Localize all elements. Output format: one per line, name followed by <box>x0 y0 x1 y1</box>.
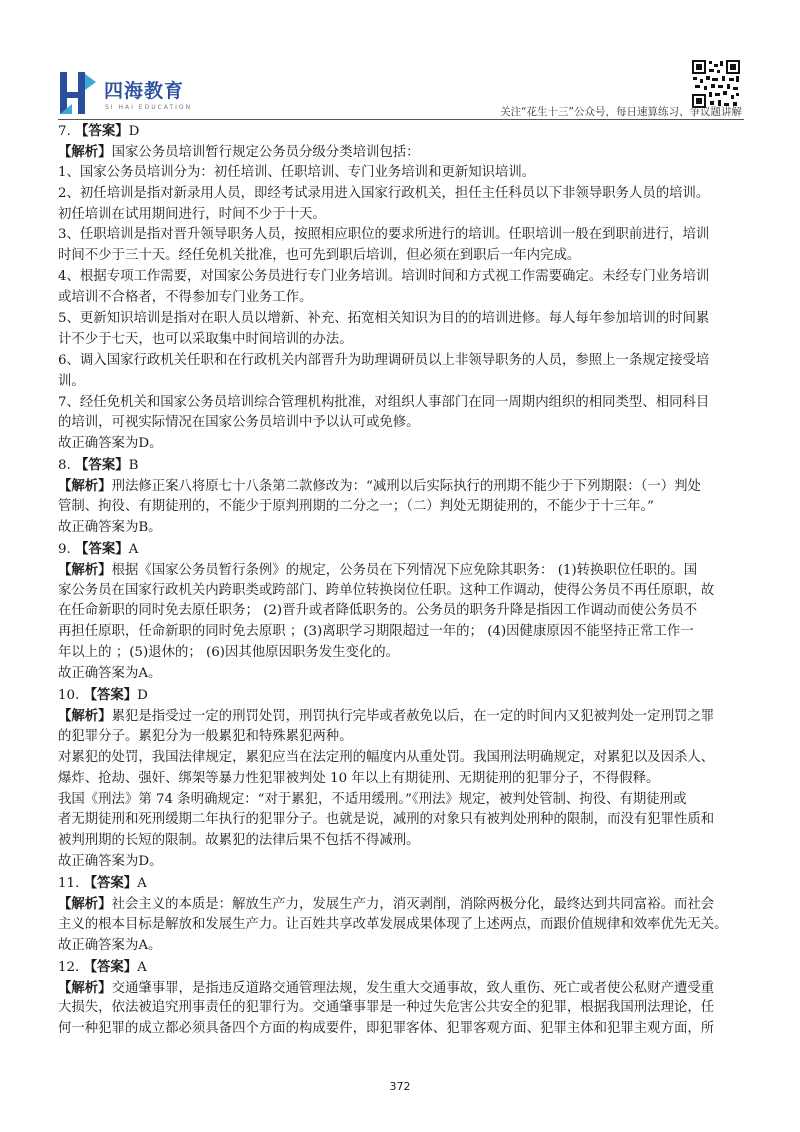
answer-label: 【答案】 <box>75 457 129 474</box>
text-line <box>58 372 750 393</box>
text-line <box>58 978 750 999</box>
line-text: D <box>128 124 140 139</box>
text-line <box>58 560 750 581</box>
text-line <box>58 936 750 957</box>
line-text: 计不少于七天，也可以采取集中时间培训的办法。 <box>58 331 353 347</box>
line-text: 交通肇事罪，是指违反道路交通管理法规，发生重大交通事故，致人重伤、死亡或者使公私财产遭受重 <box>111 980 715 996</box>
text-line <box>58 810 750 831</box>
analysis-label: 【解析】 <box>58 979 112 996</box>
line-text: 刑法修正案八将原七十八条第二款修改为：“减刑以后实际执行的刑期不能少于下列期限：（一）判处 <box>111 479 701 495</box>
line-text: 5、更新知识培训是指对在职人员以增新、补充、拓宽相关知识为目的的培训进修。每人每年参加培训的时间累 <box>58 311 710 327</box>
text-line <box>58 455 750 476</box>
text-line <box>58 1019 750 1040</box>
answer-label: 【答案】 <box>75 123 129 139</box>
line-text: 故正确答案为D。 <box>58 436 163 452</box>
line-text: 初任培训在试用期间进行，时间不少于十天。 <box>58 206 326 222</box>
text-line <box>58 685 750 706</box>
question-number: 8. <box>58 458 76 474</box>
line-text: 在任命新职的同时免去原任职务； (2)晋升或者降低职务的。公务员的职务升降是指因工作调动而使公务员不 <box>58 603 698 619</box>
qr-code-icon <box>692 60 740 108</box>
analysis-label: 【解析】 <box>58 561 112 578</box>
line-text: 3、任职培训是指对晋升领导职务人员，按照相应职位的要求所进行的培训。任职培训一般在到职前进行，培训 <box>58 227 710 243</box>
answer-explanations <box>58 121 750 1040</box>
line-text: 者无期徒刑和死刑缓期二年执行的犯罪分子。也就是说，减刑的对象只有被判处刑种的限制，而没有犯罪性质和 <box>58 812 715 828</box>
text-line <box>58 831 750 852</box>
line-text: 时间不少于三十天。经任免机关批准，也可先到职后培训，但必须在到职后一年内完成。 <box>58 248 581 264</box>
text-line <box>58 163 750 184</box>
text-line <box>58 643 750 664</box>
analysis-label: 【解析】 <box>58 895 112 912</box>
text-line <box>58 205 750 226</box>
text-line <box>58 852 750 873</box>
line-text: B <box>128 458 139 474</box>
text-line <box>58 894 750 915</box>
text-line <box>58 351 750 372</box>
text-line <box>58 664 750 685</box>
text-line <box>58 142 750 163</box>
text-line <box>58 434 750 455</box>
question-number: 9. <box>58 541 76 557</box>
question-number: 10. <box>58 688 84 704</box>
line-text: 或培训不合格者，不得参加专门业务工作。 <box>58 290 313 306</box>
header-divider <box>58 119 744 120</box>
text-line <box>58 601 750 622</box>
text-line <box>58 393 750 414</box>
line-text: 的犯罪分子。累犯分为一般累犯和特殊累犯两种。 <box>58 728 353 744</box>
text-line <box>58 288 750 309</box>
text-line <box>58 246 750 267</box>
answer-label: 【答案】 <box>83 958 138 975</box>
text-line <box>58 518 750 539</box>
text-line <box>58 225 750 246</box>
text-line <box>58 330 750 351</box>
line-text: 故正确答案为A。 <box>58 666 162 682</box>
text-line <box>58 873 750 894</box>
line-text: 爆炸、抢劫、强奸、绑架等暴力性犯罪被判处 10 年以上有期徒刑、无期徒刑的犯罪分子，不得假释。 <box>58 770 660 786</box>
analysis-label: 【解析】 <box>58 707 112 724</box>
header-slogan: 关注“花生十三”公众号，每日速算练习、争议题讲解 <box>500 106 742 118</box>
line-text: 6、调入国家行政机关任职和在行政机关内部晋升为助理调研员以上非领导职务的人员，参照上一条规定接受培 <box>58 352 710 368</box>
line-text: 我国《刑法》第 74 条明确规定：“对于累犯，不适用缓刑。”《刑法》规定，被判处管制、拘役、有期徒刑或 <box>58 791 687 807</box>
line-text: 被判刑期的长短的限制。故累犯的法律后果不包括不得减刑。 <box>58 833 420 849</box>
answer-label: 【答案】 <box>75 540 129 557</box>
line-text: 国家公务员培训暂行规定公务员分级分类培训包括： <box>111 144 420 160</box>
text-line <box>58 121 750 142</box>
line-text: 管制、拘役、有期徒刑的，不能少于原判刑期的二分之一；（二）判处无期徒刑的，不能少于十三年。” <box>58 499 655 515</box>
logo <box>58 70 193 116</box>
line-text: 何一种犯罪的成立都必须具备四个方面的构成要件，即犯罪客体、犯罪客观方面、犯罪主体和犯罪主观方面，所 <box>58 1021 715 1037</box>
text-line <box>58 476 750 497</box>
answer-label: 【答案】 <box>83 687 138 704</box>
text-line <box>58 998 750 1019</box>
text-line <box>58 413 750 434</box>
line-text: 故正确答案为B。 <box>58 519 162 535</box>
line-text: 再担任原职，任命新职的同时免去原职 ；(3)离职学习期限超过一年的； (4)因健康原因不能坚持正常工作一 <box>58 624 694 640</box>
line-text: 大损失，依法被追究刑事责任的犯罪行为。交通肇事罪是一种过失危害公共安全的犯罪，根据我国刑法理论，任 <box>58 1000 715 1016</box>
line-text: 根据《国家公务员暂行条例》的规定，公务员在下列情况下应免除其职务： (1)转换职位任职的。国 <box>111 562 698 578</box>
text-line <box>58 309 750 330</box>
line-text: D <box>137 688 148 704</box>
text-line <box>58 622 750 643</box>
line-text: 社会主义的本质是：解放生产力，发展生产力，消灭剥削，消除两极分化，最终达到共同富裕。而社会 <box>111 896 715 912</box>
page-number: 372 <box>389 1080 411 1093</box>
analysis-label: 【解析】 <box>58 143 112 160</box>
line-text: 主义的根本目标是解放和发展生产力。让百姓共享改革发展成果体现了上述两点，而跟价值规律和效率优先无关。 <box>58 916 728 932</box>
line-text: A <box>137 876 147 892</box>
logo-mark-icon <box>58 70 98 116</box>
line-text: 训。 <box>58 373 85 389</box>
line-text: 7、经任免机关和国家公务员培训综合管理机构批准，对组织人事部门在同一周期内组织的相同类型、相同科目 <box>58 394 710 410</box>
line-text: 家公务员在国家行政机关内跨职类或跨部门、跨单位转换岗位任职。这种工作调动，使得公务员不再任原职，故 <box>58 582 715 598</box>
text-line <box>58 957 750 978</box>
logo-subtitle: SI HAI EDUCATION <box>105 104 193 111</box>
text-line <box>58 790 750 811</box>
analysis-label: 【解析】 <box>58 478 112 495</box>
text-line <box>58 748 750 769</box>
text-line <box>58 497 750 518</box>
text-line <box>58 539 750 560</box>
question-number: 7. <box>58 124 76 139</box>
line-text: 累犯是指受过一定的刑罚处罚，刑罚执行完毕或者赦免以后，在一定的时间内又犯被判处一定刑罚之罪 <box>111 708 715 724</box>
text-line <box>58 769 750 790</box>
line-text: 的培训，可视实际情况在国家公务员培训中予以认可或免修。 <box>58 415 420 431</box>
question-number: 12. <box>58 959 84 975</box>
line-text: 2、初任培训是指对新录用人员，即经考试录用进入国家行政机关，担任主任科员以下非领导职务人员的培训。 <box>58 185 710 201</box>
line-text: 对累犯的处罚，我国法律规定，累犯应当在法定刑的幅度内从重处罚。我国刑法明确规定，对累犯以及因杀人、 <box>58 749 715 765</box>
line-text: 1、国家公务员培训分为：初任培训、任职培训、专门业务培训和更新知识培训。 <box>58 164 536 180</box>
text-line <box>58 915 750 936</box>
line-text: 故正确答案为D。 <box>58 854 163 870</box>
question-number: 11. <box>58 876 84 892</box>
text-line <box>58 706 750 727</box>
logo-text: 四海教育 <box>104 80 185 102</box>
line-text: 年以上的 ；(5)退休的； (6)因其他原因职务发生变化的。 <box>58 645 400 661</box>
text-line <box>58 184 750 205</box>
line-text: A <box>137 959 147 975</box>
page-header <box>0 0 800 118</box>
text-line <box>58 267 750 288</box>
text-line <box>58 727 750 748</box>
line-text: 故正确答案为A。 <box>58 937 162 953</box>
answer-label: 【答案】 <box>83 875 138 892</box>
text-line <box>58 581 750 602</box>
line-text: A <box>128 541 139 557</box>
line-text: 4、根据专项工作需要，对国家公务员进行专门业务培训。培训时间和方式视工作需要确定。未经专门业务培训 <box>58 269 710 285</box>
